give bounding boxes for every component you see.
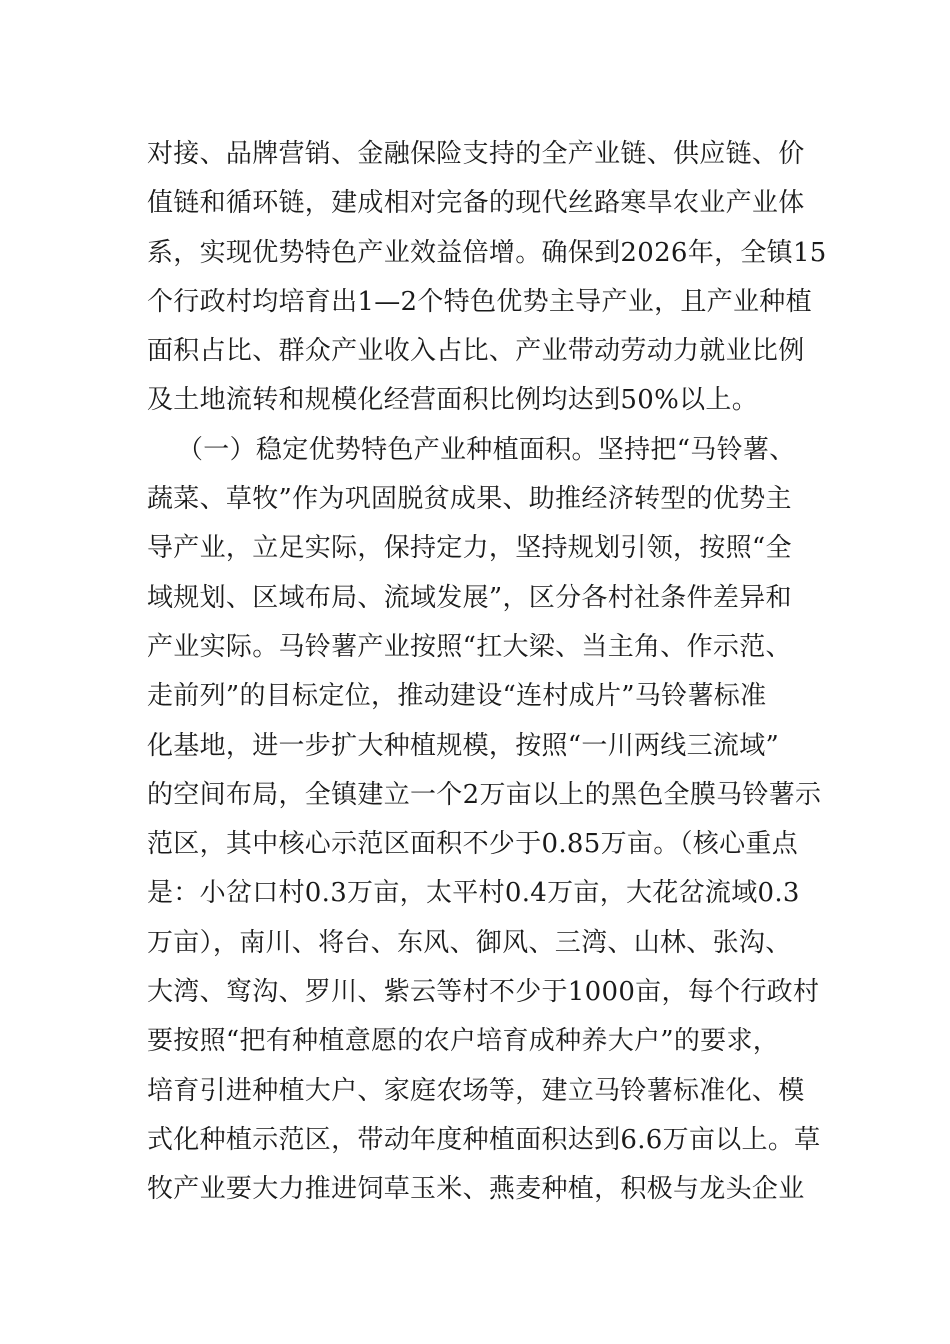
text-line: 对接、品牌营销、金融保险支持的全产业链、供应链、价 xyxy=(147,139,805,169)
text-line: 导产业，立足实际，保持定力，坚持规划引领，按照“全 xyxy=(147,533,792,564)
text-line: 个行政村均培育出1—2个特色优势主导产业，且产业种植 xyxy=(147,286,812,317)
section-heading-line: （一）稳定优势特色产业种植面积。坚持把“马铃薯、 xyxy=(177,434,796,465)
text-line: 大湾、窎沟、罗川、紫云等村不少于1000亩，每个行政村 xyxy=(147,977,820,1008)
text-line: 产业实际。马铃薯产业按照“扛大梁、当主角、作示范、 xyxy=(147,631,792,662)
text-line: 蔬菜、草牧”作为巩固脱贫成果、助推经济转型的优势主 xyxy=(147,484,792,515)
text-line: 万亩），南川、将台、东风、御风、三湾、山林、张沟、 xyxy=(147,927,792,958)
text-line: 是：小岔口村0.3万亩，太平村0.4万亩，大花岔流域0.3 xyxy=(147,878,800,909)
text-line: 牧产业要大力推进饲草玉米、燕麦种植，积极与龙头企业 xyxy=(147,1174,805,1205)
body-text xyxy=(147,130,827,1215)
text-line: 系，实现优势特色产业效益倍增。确保到2026年，全镇15 xyxy=(147,237,827,268)
text-line: 域规划、区域布局、流域发展”，区分各村社条件差异和 xyxy=(147,582,792,613)
text-line: 式化种植示范区，带动年度种植面积达到6.6万亩以上。草 xyxy=(147,1124,821,1155)
text-line: 培育引进种植大户、家庭农场等，建立马铃薯标准化、模 xyxy=(147,1075,805,1106)
text-line: 要按照“把有种植意愿的农户培育成种养大户”的要求， xyxy=(147,1026,780,1057)
text-line: 的空间布局，全镇建立一个2万亩以上的黑色全膜马铃薯示 xyxy=(147,779,822,810)
text-line: 化基地，进一步扩大种植规模，按照“一川两线三流域” xyxy=(147,730,780,761)
text-line: 范区，其中核心示范区面积不少于0.85万亩。（核心重点 xyxy=(147,829,798,860)
text-line: 走前列”的目标定位，推动建设“连村成片”马铃薯标准 xyxy=(147,681,767,712)
text-line: 面积占比、群众产业收入占比、产业带动劳动力就业比例 xyxy=(147,336,805,367)
text-line: 及土地流转和规模化经营面积比例均达到50%以上。 xyxy=(147,385,758,416)
text-line: 值链和循环链，建成相对完备的现代丝路寒旱农业产业体 xyxy=(147,188,805,219)
